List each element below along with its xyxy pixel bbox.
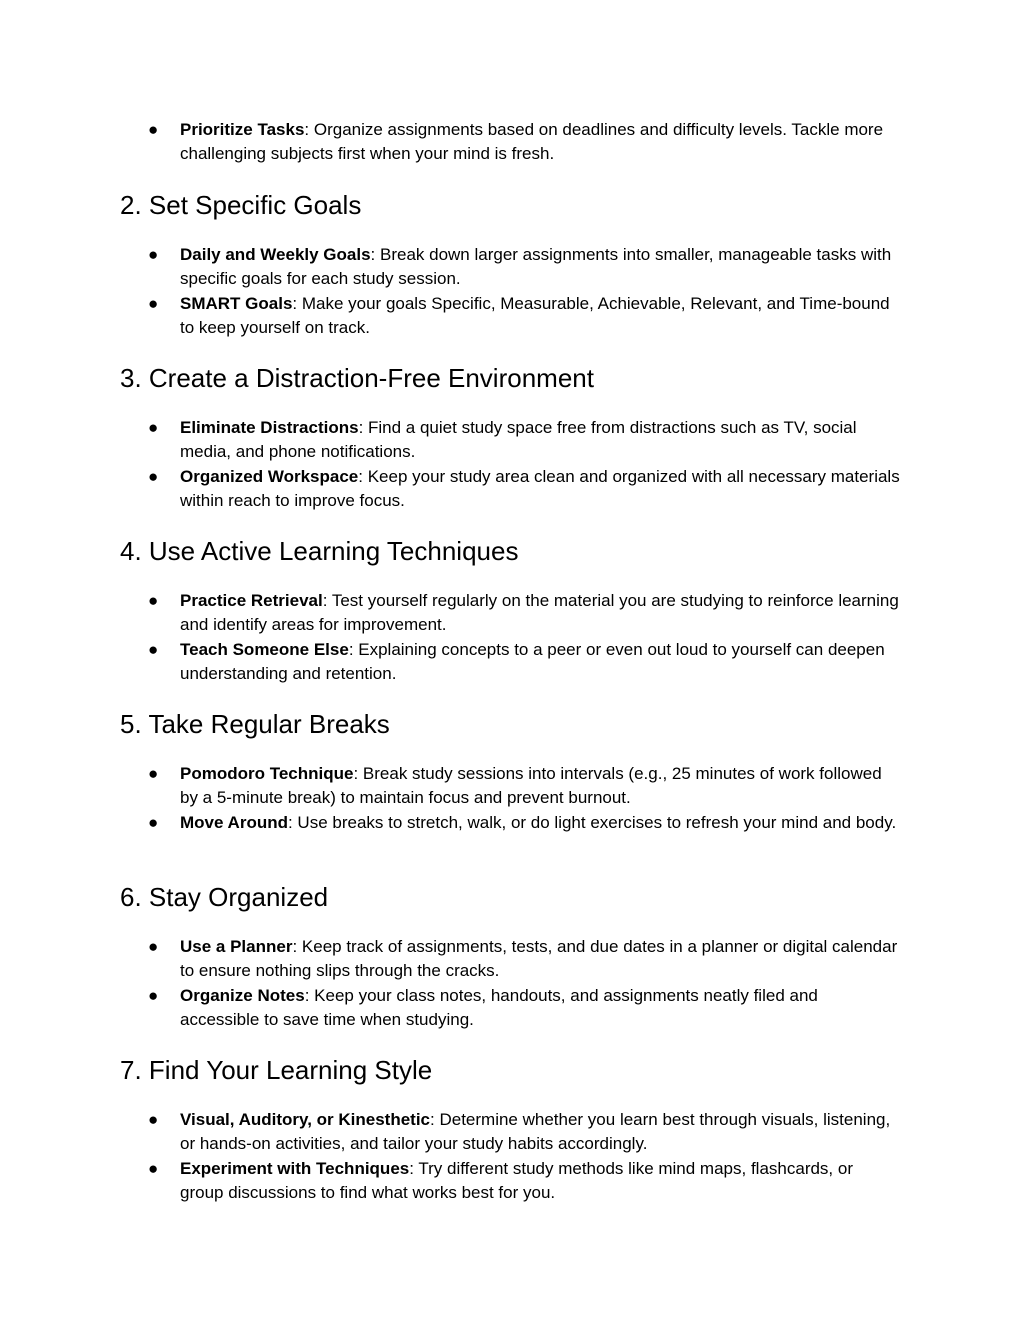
- bullet-item: [0, 1108, 900, 1157]
- bullet-item: [0, 935, 900, 984]
- section-heading: 2. Set Specific Goals: [120, 190, 362, 220]
- bullet-term: Pomodoro Technique: [180, 764, 354, 783]
- bullet-term: Move Around: [180, 812, 288, 832]
- bullet-dot-icon: ●: [148, 293, 159, 313]
- bullet-list: [0, 416, 1024, 513]
- bullet-term: Teach Someone Else: [180, 639, 349, 659]
- bullet-dot-icon: ●: [148, 639, 159, 659]
- bullet-item: [0, 762, 900, 811]
- section-set-specific-goals: [0, 187, 1024, 360]
- section-stay-organized: [0, 879, 1024, 1052]
- bullet-item: [0, 465, 900, 514]
- bullet-dot-icon: ●: [148, 1110, 159, 1129]
- bullet-text: : Try different study methods like mind maps, flashcards, or group discussions to find what works best for you.: [180, 1158, 853, 1202]
- bullet-text: : Make your goals Specific, Measurable, Achievable, Relevant, and Time-bound to keep yourself on track.: [180, 293, 890, 337]
- bullet-term: Eliminate Distractions: [180, 418, 359, 437]
- bullet-dot-icon: ●: [148, 1158, 159, 1178]
- bullet-list: [0, 1108, 1024, 1205]
- bullet-term: SMART Goals: [180, 293, 293, 313]
- bullet-text: : Test yourself regularly on the material you are studying to reinforce learning and identify areas for improvement.: [180, 591, 899, 635]
- sections: [0, 187, 1024, 1225]
- bullet-text: : Use breaks to stretch, walk, or do light exercises to refresh your mind and body.: [287, 812, 897, 832]
- section-distraction-free-environment: [0, 360, 1024, 533]
- bullet-item: [0, 1157, 900, 1206]
- bullet-term: Prioritize Tasks: [180, 120, 305, 139]
- bullet-text: : Find a quiet study space free from distractions such as TV, social media, and phone notifications.: [180, 418, 857, 462]
- bullet-dot-icon: ●: [148, 812, 159, 832]
- bullet-text: : Explaining concepts to a peer or even out loud to yourself can deepen understanding and retention.: [180, 639, 885, 683]
- bullet-dot-icon: ●: [148, 985, 159, 1005]
- bullet-dot-icon: ●: [148, 466, 159, 486]
- bullet-text: : Break study sessions into intervals (e.g., 25 minutes of work followed by a 5-minute break) to maintain focus and prevent burnout.: [180, 764, 882, 808]
- bullet-text: : Organize assignments based on deadlines and difficulty levels. Tackle more challenging subjects first when your mind is fresh.: [180, 120, 884, 164]
- bullet-text: : Keep track of assignments, tests, and due dates in a planner or digital calendar to ensure nothing slips through the cracks.: [180, 937, 898, 981]
- bullet-dot-icon: ●: [148, 120, 159, 139]
- bullet-list: [0, 762, 1024, 835]
- bullet-dot-icon: ●: [148, 764, 159, 783]
- section-active-learning: [0, 533, 1024, 706]
- bullet-dot-icon: ●: [148, 591, 159, 610]
- bullet-list: [0, 589, 1024, 686]
- section-heading: 3. Create a Distraction-Free Environment: [120, 363, 594, 393]
- section-regular-breaks: [0, 706, 1024, 879]
- bullet-term: Use a Planner: [180, 937, 293, 956]
- bullet-term: Experiment with Techniques: [180, 1158, 410, 1178]
- section-heading: 4. Use Active Learning Techniques: [120, 536, 519, 566]
- bullet-item: [0, 118, 900, 167]
- bullet-item: [0, 811, 900, 835]
- bullet-text: : Break down larger assignments into smaller, manageable tasks with specific goals for each study session.: [180, 245, 892, 289]
- bullet-list: [0, 935, 1024, 1032]
- bullet-term: Organized Workspace: [180, 466, 359, 486]
- bullet-term: Visual, Auditory, or Kinesthetic: [180, 1110, 431, 1129]
- bullet-item: [0, 292, 900, 341]
- bullet-term: Daily and Weekly Goals: [180, 245, 371, 264]
- section-heading: 5. Take Regular Breaks: [120, 709, 390, 739]
- bullet-text: : Keep your study area clean and organized with all necessary materials within reach to improve focus.: [180, 466, 900, 510]
- bullet-dot-icon: ●: [148, 937, 159, 956]
- section-heading: 6. Stay Organized: [120, 882, 329, 912]
- bullet-list: [0, 243, 1024, 340]
- bullet-term: Practice Retrieval: [180, 591, 323, 610]
- bullet-item: [0, 416, 900, 465]
- bullet-dot-icon: ●: [148, 418, 159, 437]
- section-learning-style: [0, 1052, 1024, 1225]
- bullet-item: [0, 638, 900, 687]
- bullet-item: [0, 589, 900, 638]
- bullet-dot-icon: ●: [148, 245, 159, 264]
- bullet-text: : Determine whether you learn best through visuals, listening, or hands-on activities, and tailor your study habits accordingly.: [180, 1110, 891, 1154]
- bullet-item: [0, 984, 900, 1033]
- bullet-text: : Keep your class notes, handouts, and assignments neatly filed and accessible to save time when studying.: [180, 985, 818, 1029]
- section-heading: 7. Find Your Learning Style: [120, 1055, 433, 1085]
- bullet-item: [0, 243, 900, 292]
- bullet-term: Organize Notes: [180, 985, 305, 1005]
- intro-bullet-list: [0, 118, 1024, 167]
